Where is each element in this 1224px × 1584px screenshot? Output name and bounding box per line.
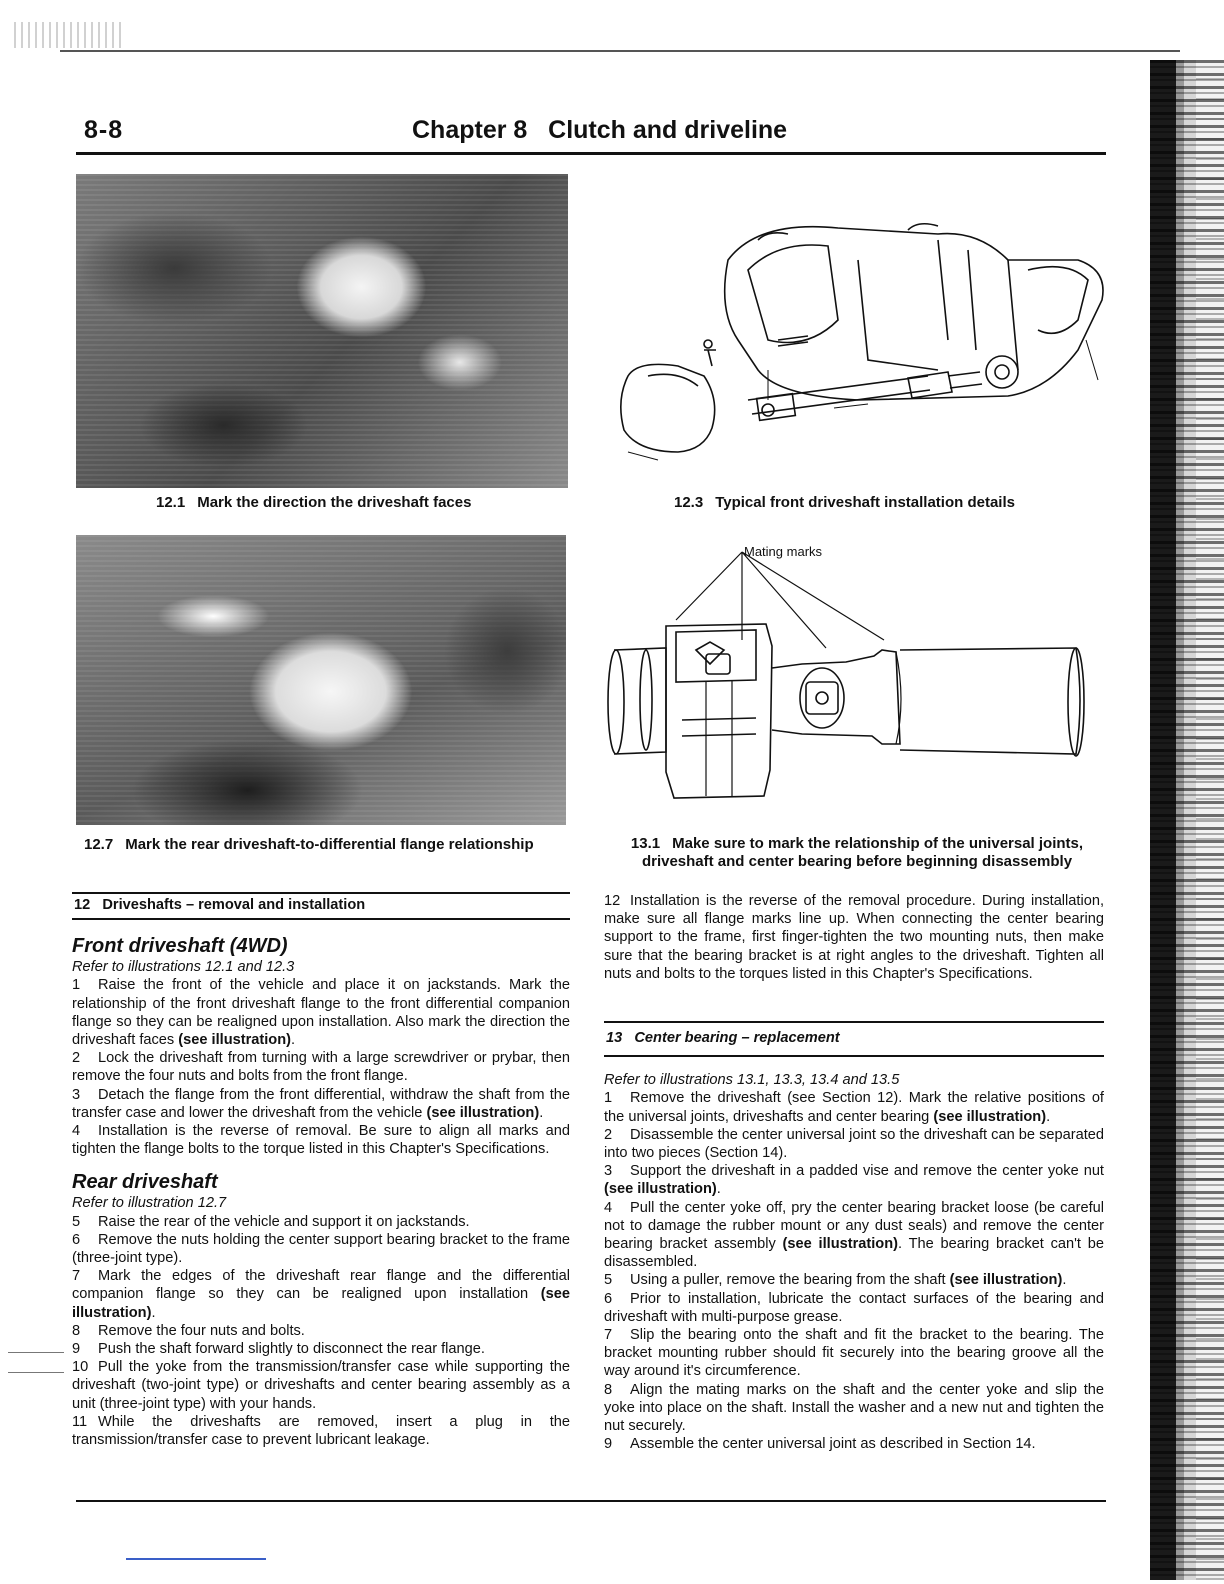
paragraph-13-3: 3 Support the driveshaft in a padded vise and remove the center yoke nut (see illustration). xyxy=(604,1163,1104,1198)
text-column-right xyxy=(604,892,1104,1453)
paragraph-12-6: 6 Remove the nuts holding the center support bearing bracket to the frame (three-joint type). xyxy=(72,1231,570,1267)
paragraph-13-2: 2 Disassemble the center universal joint so the driveshaft can be separated into two pieces (Section 14). xyxy=(604,1126,1104,1162)
section-12-heading: 12 Driveshafts – removal and installation xyxy=(72,892,570,920)
paragraph-12-8: 8 Remove the four nuts and bolts. xyxy=(72,1322,305,1339)
footer-rule xyxy=(76,1500,1106,1502)
photo-rear-flange-relationship xyxy=(76,535,566,825)
footer-mark xyxy=(126,1558,266,1560)
caption-13-1 xyxy=(612,835,1102,871)
paragraph-12-11: 11 While the driveshafts are removed, insert a plug in the transmission/transfer case to prevent lubricant leakage. xyxy=(72,1413,570,1449)
paragraph-12-5: 5 Raise the rear of the vehicle and support it on jackstands. xyxy=(72,1213,470,1230)
margin-mark xyxy=(8,1352,64,1353)
caption-number: 13.1 xyxy=(630,835,661,852)
scan-edge-line xyxy=(60,50,1180,52)
caption-12-7 xyxy=(84,836,534,853)
caption-12-1 xyxy=(156,494,471,511)
photo-driveshaft-direction xyxy=(76,174,568,488)
figure-universal-joint-marks xyxy=(606,540,1106,820)
paragraph-13-4: 4 Pull the center yoke off, pry the center bearing bracket loose (be careful not to damage the rubber mount or any dust seals) and remove the center bearing bracket assembly (see illustration). The bearing bracket can't be disassembled. xyxy=(604,1199,1105,1271)
paragraph-12-2: 2 Lock the driveshaft from turning with a large screwdriver or prybar, then remove the four nuts and bolts from the front flange. xyxy=(72,1050,570,1085)
subsection-rear-driveshaft-title: Rear driveshaft xyxy=(72,1171,218,1194)
paragraph-12-1: 1 Raise the front of the vehicle and place it on jackstands. Mark the relationship of the front driveshaft flange to the front differential companion flange so they can be realigned upon installation. Also mark the direction the driveshaft faces (see illustration). xyxy=(72,977,570,1049)
scan-artifact xyxy=(14,22,124,48)
section-13-heading: 13 Center bearing – replacement xyxy=(604,1021,1104,1057)
paragraph-12-4: 4 Installation is the reverse of removal. Be sure to align all marks and tighten the flange bolts to the torque listed in this Chapter's Specifications. xyxy=(72,1123,570,1158)
paragraph-13-9: 9 Assemble the center universal joint as described in Section 14. xyxy=(604,1436,1036,1453)
paragraph-13-6: 6 Prior to installation, lubricate the contact surfaces of the bearing and driveshaft with multi-purpose grease. xyxy=(604,1290,1104,1325)
subsection-front-driveshaft-title: Front driveshaft (4WD) xyxy=(72,935,288,958)
page-number: 8-8 xyxy=(84,116,124,144)
header-rule xyxy=(76,152,1106,155)
reference-note: Refer to illustrations 12.1 and 12.3 xyxy=(72,959,295,976)
paragraph-13-1: 1 Remove the driveshaft (see Section 12). Mark the relative positions of the universal joints, driveshafts and center bearing (see illustration). xyxy=(604,1090,1104,1125)
paragraph-13-5: 5 Using a puller, remove the bearing from the shaft (see illustration). xyxy=(604,1272,1067,1289)
text-column-left xyxy=(72,892,570,1449)
caption-number: 12.7 xyxy=(84,836,114,853)
paragraph-12-10: 10 Pull the yoke from the transmission/transfer case while supporting the driveshaft (two-joint type) or driveshafts and center bearing assembly as a unit (three-joint type) with your hands. xyxy=(72,1359,570,1412)
caption-text: Mark the rear driveshaft-to-differential flange relationship xyxy=(125,836,534,853)
caption-number: 12.3 xyxy=(674,494,704,511)
caption-text: Make sure to mark the relationship of the universal joints, driveshaft and center bearing before beginning disassembly xyxy=(641,835,1084,870)
paragraph-12-12: 12 Installation is the reverse of the removal procedure. During installation, make sure all flange marks line up. When connecting the center bearing support to the frame, first finger-tighten the two mounting nuts, then make sure that the bearing bracket is at right angles to the driveshaft. Tighten all nuts and bolts to the torques listed in this Chapter's Specifications. xyxy=(604,893,1104,982)
margin-mark xyxy=(8,1372,64,1373)
figure-front-driveshaft-installation xyxy=(608,200,1114,470)
paragraph-12-7: 7 Mark the edges of the driveshaft rear flange and the differential companion flange so they can be realigned upon installation (see illustration). xyxy=(72,1268,570,1321)
caption-12-3 xyxy=(674,494,1015,511)
paragraph-12-9: 9 Push the shaft forward slightly to disconnect the rear flange. xyxy=(72,1341,485,1358)
chapter-title: Chapter 8 Clutch and driveline xyxy=(412,116,788,144)
reference-note: Refer to illustration 12.7 xyxy=(72,1195,227,1212)
paragraph-13-7: 7 Slip the bearing onto the shaft and fit the bracket to the bearing. The bracket mounting rubber should fit securely into the bearing groove all the way around it's circumference. xyxy=(604,1327,1104,1380)
paragraph-13-8: 8 Align the mating marks on the shaft and the center yoke and slip the yoke into place on the shaft. Install the washer and a new nut and tighten the nut securely. xyxy=(604,1381,1104,1435)
label-mating-marks: Mating marks xyxy=(744,544,823,559)
caption-text: Mark the direction the driveshaft faces xyxy=(197,494,472,511)
page-edge-strip xyxy=(1150,60,1224,1580)
paragraph-12-3: 3 Detach the flange from the front differential, withdraw the shaft from the transfer case and lower the driveshaft from the vehicle (see illustration). xyxy=(72,1086,570,1121)
caption-number: 12.1 xyxy=(156,494,186,511)
caption-text: Typical front driveshaft installation details xyxy=(715,494,1015,511)
reference-note: Refer to illustrations 13.1, 13.3, 13.4 and 13.5 xyxy=(604,1072,900,1089)
